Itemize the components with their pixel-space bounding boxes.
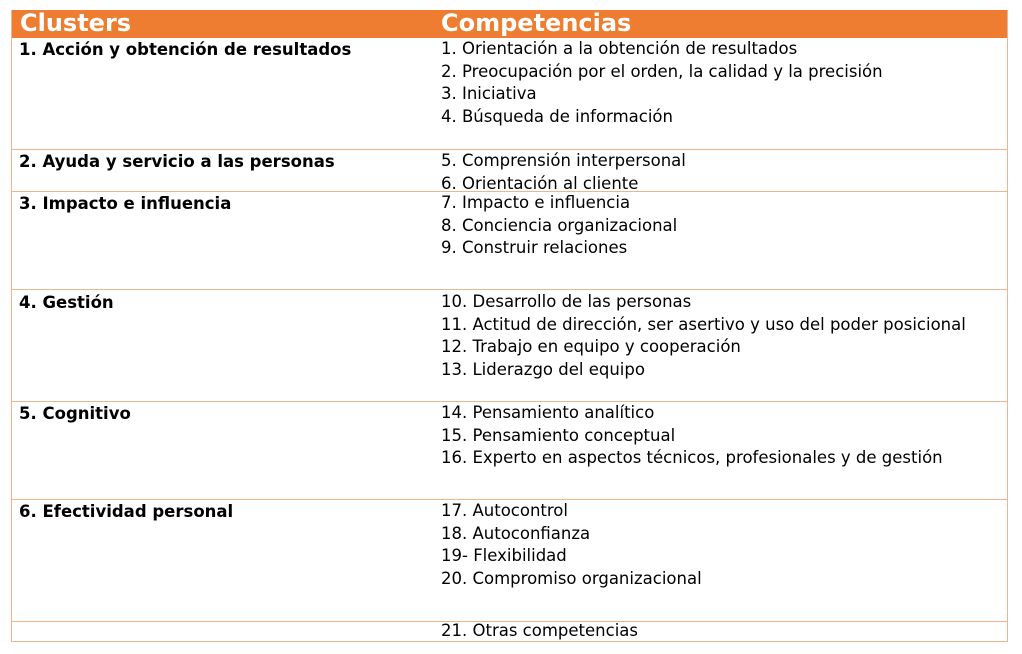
competencia-item: 2. Preocupación por el orden, la calidad y la precisión [441, 61, 883, 81]
competencia-item: 19- Flexibilidad [441, 546, 567, 565]
competencia-item: 18. Autoconfianza [441, 523, 591, 543]
competencia-item: 11. Actitud de dirección, ser asertivo y uso del poder posicional [441, 314, 966, 334]
table-header [12, 10, 1007, 38]
competencia-item: 3. Iniciativa [441, 84, 537, 103]
table-row [12, 402, 1007, 500]
table-row [12, 500, 1007, 622]
cluster-label: 2. Ayuda y servicio a las personas [19, 152, 335, 171]
competencias-list [441, 402, 943, 470]
competencia-item: 5. Comprensión interpersonal [441, 151, 686, 170]
competencia-item: 6. Orientación al cliente [441, 173, 639, 193]
table-row [12, 192, 1007, 290]
competencias-list [441, 620, 638, 643]
header-competencias: Competencias [441, 9, 632, 37]
clusters-table [11, 10, 1008, 642]
competencia-item: 15. Pensamiento conceptual [441, 425, 676, 445]
competencia-item: 8. Conciencia organizacional [441, 215, 678, 235]
competencia-item: 4. Búsqueda de información [441, 106, 673, 126]
competencias-list [441, 500, 702, 590]
competencia-item: 10. Desarrollo de las personas [441, 292, 692, 311]
table-row [12, 290, 1007, 402]
competencia-item: 13. Liderazgo del equipo [441, 359, 645, 379]
competencias-list [441, 192, 677, 260]
competencia-item: 12. Trabajo en equipo y cooperación [441, 337, 741, 356]
cluster-label: 1. Acción y obtención de resultados [19, 40, 352, 59]
table-row [12, 622, 1007, 641]
competencia-item: 20. Compromiso organizacional [441, 568, 702, 588]
competencia-item: 21. Otras competencias [441, 621, 638, 640]
competencia-item: 16. Experto en aspectos técnicos, profesionales y de gestión [441, 448, 943, 467]
cluster-label: 6. Efectividad personal [19, 502, 234, 521]
competencia-item: 17. Autocontrol [441, 501, 568, 520]
cluster-label: 5. Cognitivo [19, 404, 131, 423]
competencias-list [441, 150, 686, 195]
cluster-label: 3. Impacto e influencia [19, 194, 232, 213]
competencia-item: 7. Impacto e influencia [441, 193, 631, 212]
competencia-item: 14. Pensamiento analítico [441, 403, 655, 422]
competencia-item: 1. Orientación a la obtención de resultados [441, 39, 798, 58]
header-clusters: Clusters [20, 9, 132, 37]
competencia-item: 9. Construir relaciones [441, 238, 628, 257]
table-row [12, 150, 1007, 192]
competencias-list [441, 38, 883, 128]
competencias-list [441, 291, 966, 381]
table-row [12, 38, 1007, 150]
cluster-label: 4. Gestión [19, 293, 114, 312]
